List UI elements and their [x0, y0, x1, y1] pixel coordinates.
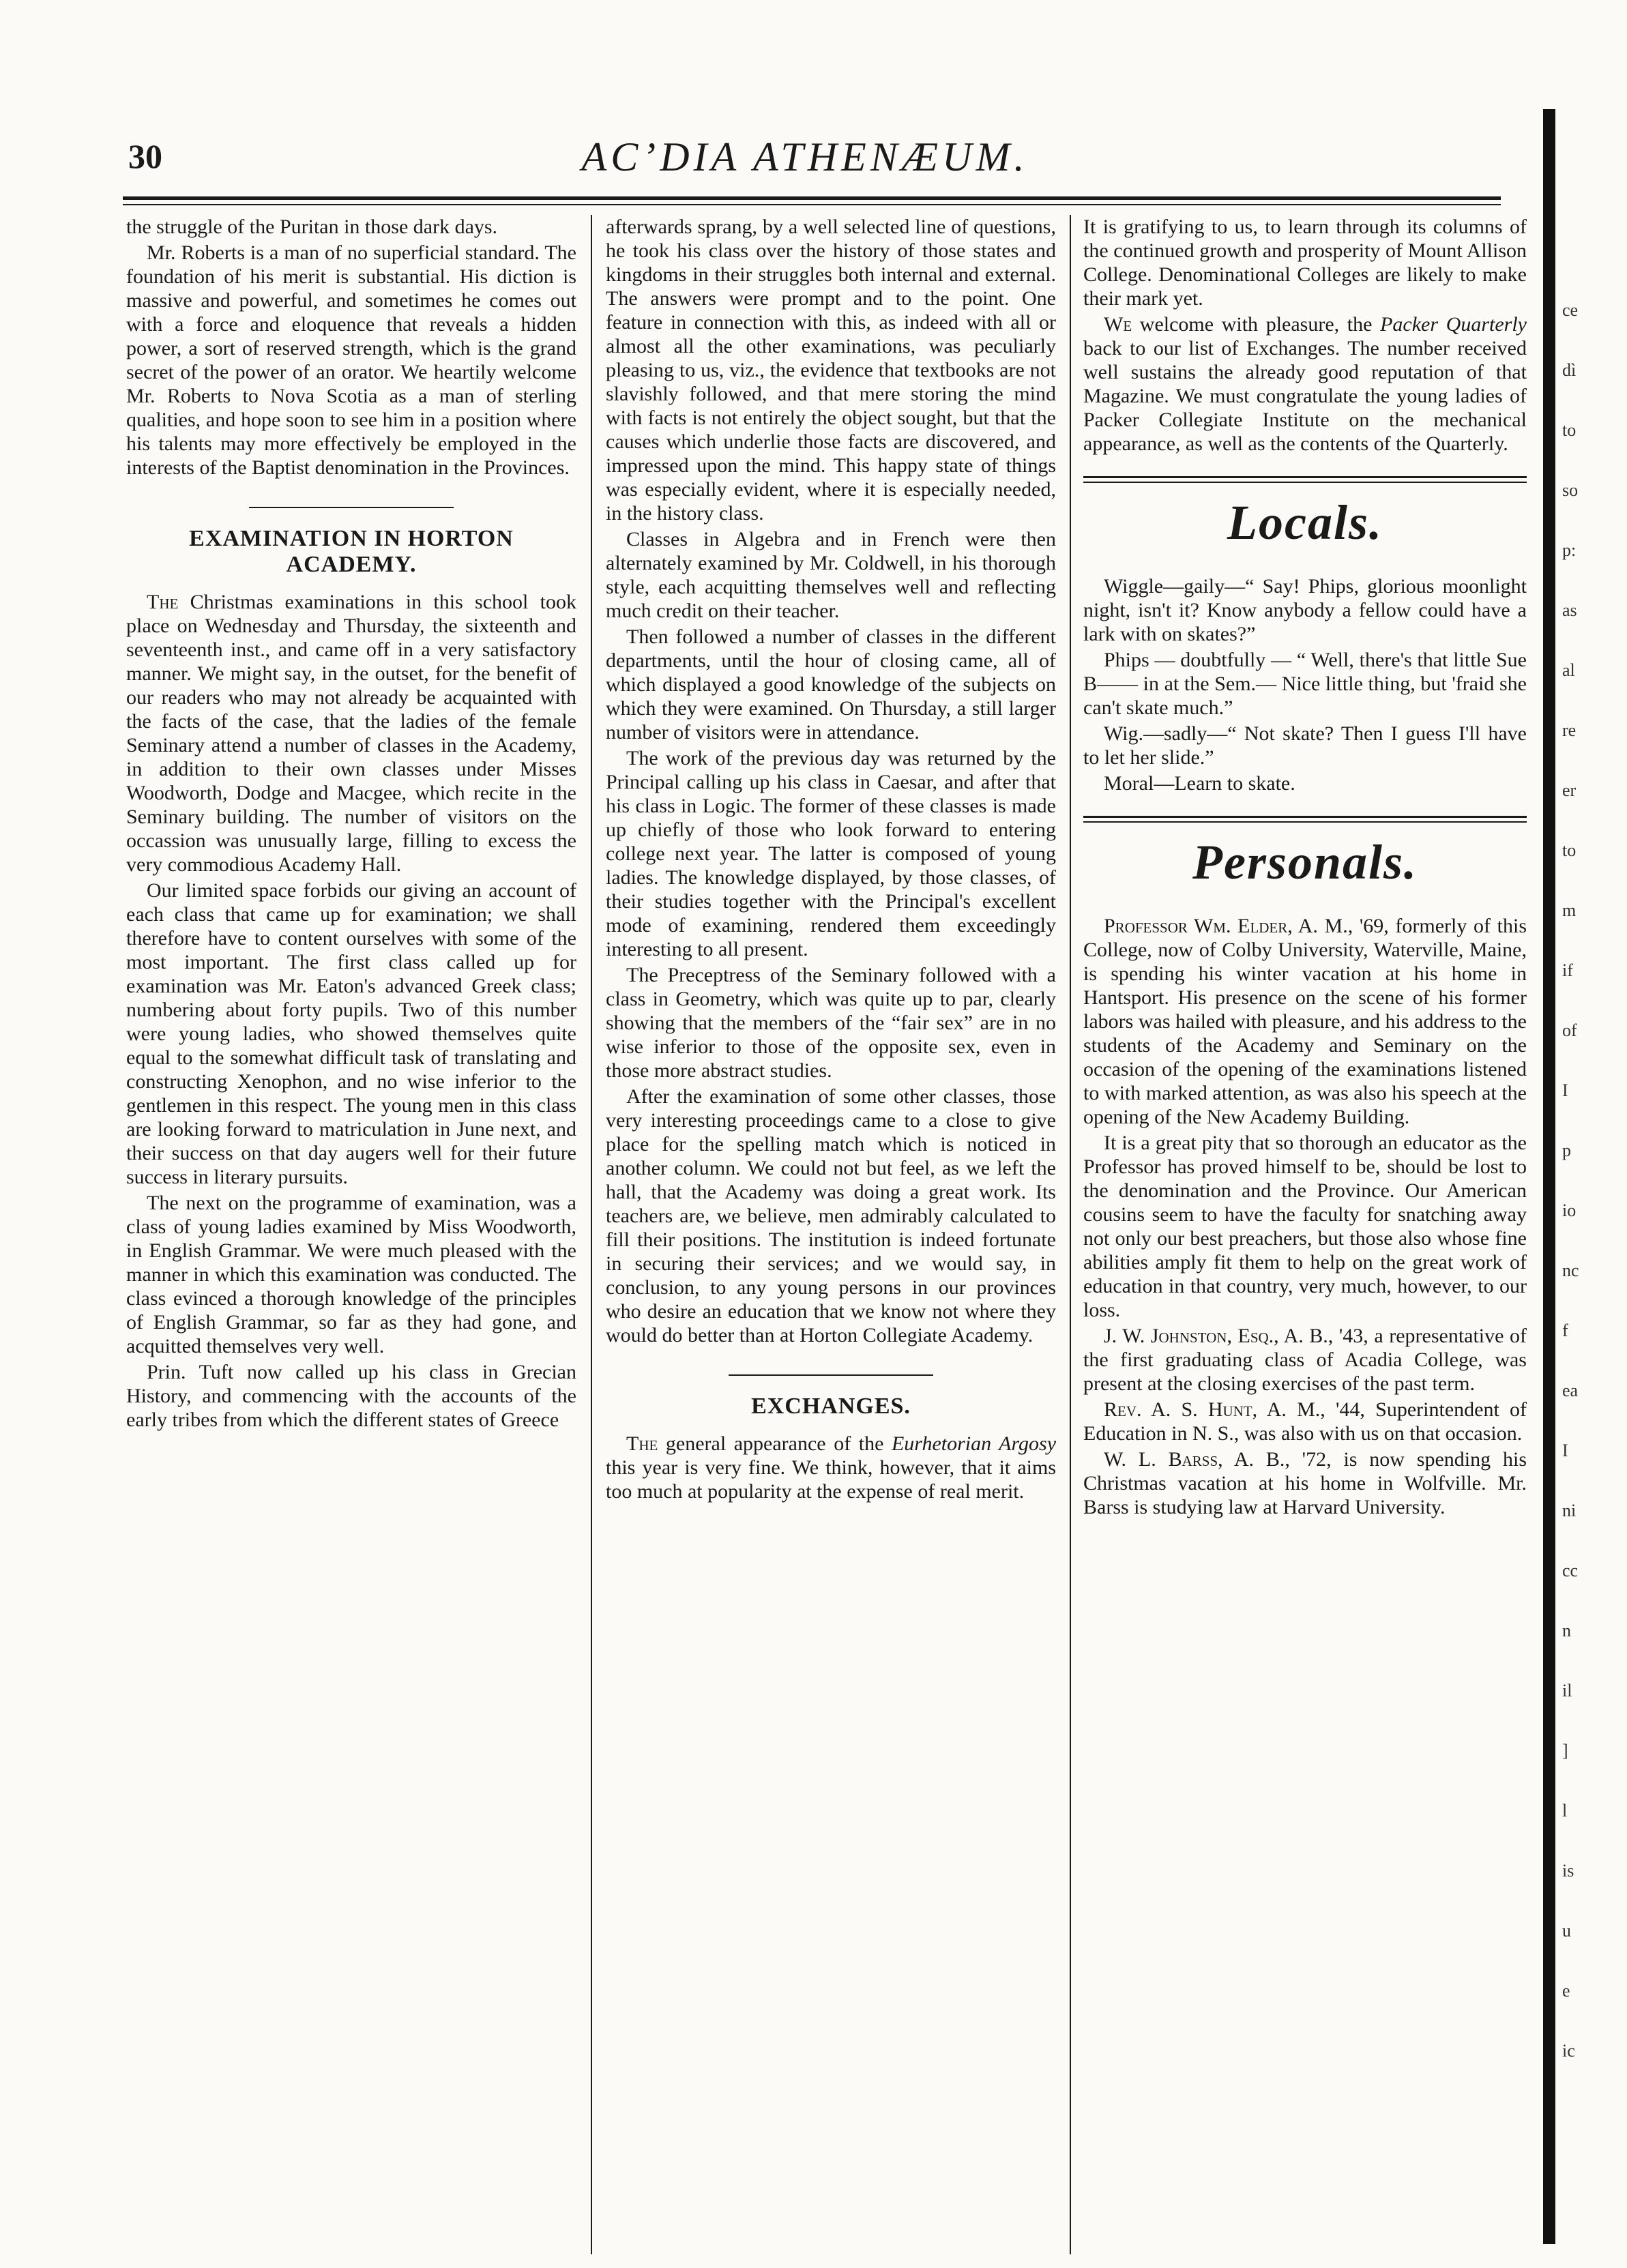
lead-name: W. L. Barss, A. B., '72,	[1104, 1448, 1332, 1471]
paragraph	[126, 590, 576, 877]
paragraph: Prin. Tuft now called up his class in Grecian History, and commencing with the accounts of the early tribes from which the different states of Greece	[126, 1361, 576, 1431]
periodical-title: Packer Quarterly	[1380, 313, 1527, 336]
heading-line: EXAMINATION IN HORTON	[189, 526, 514, 551]
margin-fragment: ]	[1562, 1741, 1568, 1761]
lead-word: We	[1104, 313, 1132, 336]
paragraph-text: Christmas examinations in this school took place on Wednesday and Thursday, the sixteenth and seventeenth inst., and came off in a very satisfactory manner. We might say, in the outset, for the benefit of our readers who may not already be acquainted with the facts of the case, that the ladies of the female Seminary attend a number of classes in the Academy, in addition to their own classes under Misses Woodworth, Dodge and Macgee, which recite in the Seminary building. The number of visitors on the occassion was unusually large, filling to excess the very commodious Academy Hall.	[126, 591, 576, 876]
section-double-rule	[1083, 476, 1527, 483]
paragraph: afterwards sprang, by a well selected line of questions, he took his class over the history of those states and kingdoms in their struggles both internal and external. The answers were prompt and to the point. One feature in connection with this, as indeed with all or almost all the other examinations, was peculiarly pleasing to us, viz., the evidence that textbooks are not slavishly followed, and that mere storing the mind with facts is not entirely the object sought, but that the causes which underlie those facts are discovered, and impressed upon the mind. This happy state of things was especially evident, where it is especially needed, in the history class.	[606, 216, 1056, 525]
margin-fragment: so	[1562, 480, 1579, 500]
paragraph-text: general appearance of the	[658, 1432, 892, 1455]
paragraph-text: a representative of the first graduating class of Acadia College, was present at the closing exercises of the past term.	[1083, 1325, 1527, 1395]
paragraph: Then followed a number of classes in the different departments, until the hour of closing came, all of which displayed a good knowledge of the subjects on which they were examined. On Thursday, a still larger number of visitors were in attendance.	[606, 625, 1056, 743]
page-header	[68, 130, 1542, 191]
paragraph-text: back to our list of Exchanges. The number received well sustains the already good reputation of that Magazine. We must congratulate the young ladies of Packer Collegiate Institute on the mechanical appearance, as well as the contents of the Quarterly.	[1083, 337, 1527, 455]
paragraph: After the examination of some other classes, those very interesting proceedings came to a close to give place for the spelling match which is noticed in another column. We could not but feel, as we left the hall, that the Academy was doing a great work. Its teachers are, we believe, men admirably calculated to fill their positions. The institution is indeed fortunate in securing their services; and we would say, in conclusion, to any young persons in our provinces who desire an education that we know not where they would do better than at Horton Collegiate Academy.	[606, 1085, 1056, 1346]
paragraph: The next on the programme of examination, was a class of young ladies examined by Miss Woodworth, in English Grammar. We were much pleased with the manner in which this examination was conducted. The class evinced a thorough knowledge of the principles of English Grammar, so far as they had gone, and acquitted themselves very well.	[126, 1192, 576, 1357]
lead-name: Professor Wm. Elder, A. M., '69,	[1104, 915, 1389, 937]
paragraph: Classes in Algebra and in French were then alternately examined by Mr. Coldwell, in his thorough style, each acquitting themselves well and reflecting much credit on their teacher.	[606, 528, 1056, 622]
margin-fragment: e	[1562, 1981, 1570, 2001]
column-1	[126, 215, 576, 1434]
margin-fragment: if	[1562, 960, 1573, 980]
margin-fragment: of	[1562, 1020, 1577, 1040]
paragraph: Our limited space forbids our giving an account of each class that came up for examination; we shall therefore have to content ourselves with some of the most important. The first class called up for examination was Mr. Eaton's advanced Greek class; numbering about forty pupils. Two of this number were young ladies, who showed themselves quite equal to the somewhat difficult task of translating and constructing Xenophon, and no wise inferior to the gentlemen in this respect. The young men in this class are looking forward to matriculation in June next, and their success on that day augers well for their future success in literary pursuits.	[126, 879, 576, 1188]
margin-fragment: il	[1562, 1681, 1572, 1700]
binding-edge	[1543, 109, 1555, 2244]
paragraph: The work of the previous day was returned by the Principal calling up his class in Caesar, and after that his class in Logic. The former of these classes is made up chiefly of those who look forward to entering college next year. The latter is composed of young ladies. The knowledge displayed, by those classes, of their studies together with the Principal's excellent mode of examining, rendered them exceedingly interesting to all present.	[606, 747, 1056, 960]
margin-fragment: dì	[1562, 360, 1577, 380]
margin-fragment: ce	[1562, 300, 1579, 320]
section-heading-exchanges: EXCHANGES.	[751, 1394, 911, 1419]
margin-fragment: is	[1562, 1861, 1574, 1881]
margin-fragment: to	[1562, 420, 1577, 440]
margin-fragment: cc	[1562, 1561, 1579, 1580]
paragraph: It is gratifying to us, to learn through its columns of the continued growth and prosperity of Mount Allison College. Denominational Colleges are likely to make their mark yet.	[1083, 216, 1527, 310]
lead-name: Rev. A. S. Hunt, A. M., '44,	[1104, 1398, 1365, 1421]
margin-fragment: ea	[1562, 1381, 1579, 1400]
section-double-rule	[1083, 816, 1527, 823]
margin-fragment: al	[1562, 660, 1575, 680]
margin-fragment: n	[1562, 1621, 1571, 1640]
paragraph-text: Superintendent of Education in N. S., was also with us on that occasion.	[1083, 1398, 1527, 1445]
margin-fragment: as	[1562, 600, 1577, 620]
paragraph-text: is now spending his Christmas vacation at his home in Wolfville. Mr. Barss is studying law at Harvard University.	[1083, 1448, 1527, 1518]
paragraph	[606, 1432, 1056, 1503]
paragraph	[1083, 312, 1527, 456]
paragraph	[1083, 1398, 1527, 1445]
paragraph-text: formerly of this College, now of Colby University, Waterville, Maine, is spending his winter vacation at his home in Hantsport. His presence on the scene of his former labors was hailed with pleasure, and his address to the students of the Academy and Seminary on the occasion of the opening of the examinations listened to with marked attention, as was also his speech at the opening of the New Academy Building.	[1083, 915, 1527, 1128]
margin-fragment: to	[1562, 840, 1577, 860]
margin-fragment: I	[1562, 1080, 1568, 1100]
paragraph: The Preceptress of the Seminary followed with a class in Geometry, which was quite up to par, clearly showing that the members of the “fair sex” are in no wise inferior to those of the opposite sex, even in those more abstract studies.	[606, 964, 1056, 1082]
section-rule	[249, 507, 454, 508]
margin-fragment: re	[1562, 720, 1577, 740]
margin-fragment: ni	[1562, 1501, 1577, 1520]
paragraph	[1083, 1324, 1527, 1396]
lead-word: The	[626, 1432, 658, 1455]
margin-fragment: p:	[1562, 540, 1577, 560]
paragraph: Mr. Roberts is a man of no superficial standard. The foundation of his merit is substantial. His diction is massive and powerful, and sometimes he comes out with a force and eloquence that reveals a hidden power, a sort of reserved strength, which is the grand secret of the power of an orator. We heartily welcome Mr. Roberts to Nova Scotia as a man of sterling qualities, and hope soon to see him in a position where his talents may more effectively be employed in the interests of the Baptist denomination in the Provinces.	[126, 241, 576, 479]
lead-word: The	[147, 591, 179, 613]
section-heading-locals: Locals.	[1227, 495, 1383, 550]
paragraph: Moral—Learn to skate.	[1104, 772, 1295, 795]
paragraph: It is a great pity that so thorough an educator as the Professor has proved himself to be, should be lost to the denomination and the Province. Our American cousins seem to have the faculty for snatching away not only our best preachers, but those also whose fine abilities amply fit them to help on the great work of education in that country, very much, however, to our loss.	[1083, 1132, 1527, 1321]
periodical-title: Eurhetorian Argosy	[891, 1432, 1057, 1455]
column-divider-2	[1070, 215, 1071, 2254]
heading-line: ACADEMY.	[286, 552, 417, 577]
paragraph	[1083, 914, 1527, 1129]
section-heading-personals: Personals.	[1192, 835, 1418, 889]
lead-name: J. W. Johnston, Esq., A. B., '43,	[1104, 1325, 1368, 1347]
running-title: AC’DIA ATHENÆUM.	[581, 134, 1029, 179]
margin-fragment: nc	[1562, 1261, 1579, 1280]
column-2	[606, 215, 1056, 1505]
paragraph-text: welcome with pleasure, the	[1132, 313, 1381, 336]
margin-fragment: ic	[1562, 2041, 1575, 2061]
header-rule-thick	[123, 196, 1501, 200]
margin-fragment: f	[1562, 1321, 1568, 1340]
page-number: 30	[128, 137, 162, 175]
paragraph: Wig.—sadly—“ Not skate? Then I guess I'll have to let her slide.”	[1083, 722, 1527, 769]
margin-fragment: io	[1562, 1201, 1577, 1220]
margin-fragment: er	[1562, 780, 1577, 800]
margin-fragment: l	[1562, 1801, 1568, 1821]
section-heading-examination	[126, 526, 576, 578]
paragraph: Wiggle—gaily—“ Say! Phips, glorious moonlight night, isn't it? Know anybody a fellow could have a lark with on skates?”	[1083, 575, 1527, 645]
margin-fragment: p	[1562, 1140, 1571, 1160]
paragraph: the struggle of the Puritan in those dark days.	[126, 216, 498, 238]
column-divider-1	[591, 215, 592, 2254]
section-rule	[729, 1374, 933, 1376]
paragraph	[1083, 1447, 1527, 1519]
margin-fragment: m	[1562, 900, 1577, 920]
paragraph: Phips — doubtfully — “ Well, there's that little Sue B—— in at the Sem.— Nice little thing, but 'fraid she can't skate much.”	[1083, 649, 1527, 719]
margin-fragment: u	[1562, 1921, 1571, 1941]
margin-fragment: I	[1562, 1441, 1568, 1460]
paragraph-text: this year is very fine. We think, however, that it aims too much at popularity at the expense of real merit.	[606, 1456, 1056, 1503]
header-rule-thin	[123, 204, 1501, 205]
column-3	[1083, 215, 1527, 1521]
